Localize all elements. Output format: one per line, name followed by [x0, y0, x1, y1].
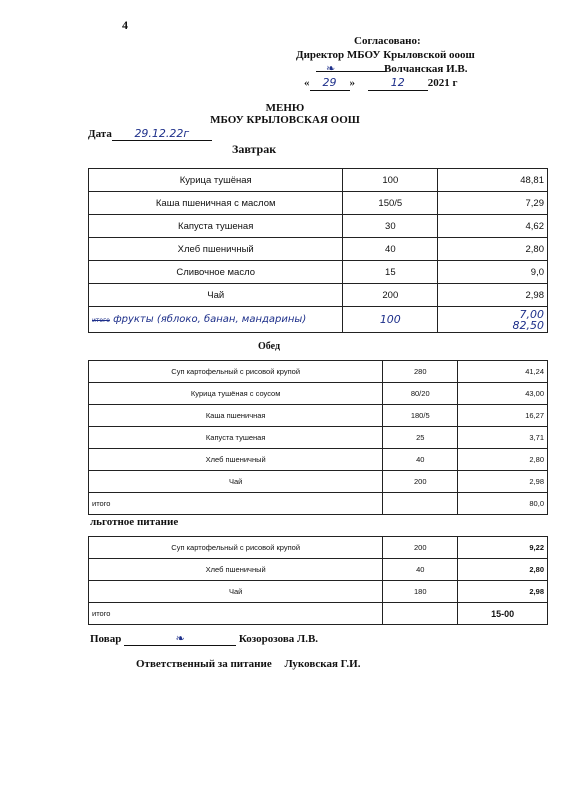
approval-date: « 29 » 12 2021 г: [304, 76, 458, 89]
table-row: Чай 200 2,98: [89, 471, 548, 493]
approval-block: [296, 34, 496, 91]
table-row: Суп картофельный с рисовой крупой 200 9,22: [89, 537, 548, 559]
responsible-label: Ответственный за питание: [136, 658, 272, 670]
signature-scribble-icon: ❧: [124, 632, 236, 646]
cook-signature: [90, 632, 318, 646]
approval-position: Директор МБОУ Крыловской ооош: [296, 49, 475, 61]
cook-label: Повар: [90, 633, 122, 645]
date-field: [88, 127, 212, 141]
table-row: Хлеб пшеничный 40 2,80: [89, 238, 548, 261]
table-row: Чай 180 2,98: [89, 581, 548, 603]
cook-name: Козорозова Л.В.: [238, 633, 319, 645]
approval-signature-line: ❧ Волчанская И.В.: [296, 62, 496, 76]
table-row: Каша пшеничная 180/5 16,27: [89, 405, 548, 427]
approval-director-name: Волчанская И.В.: [383, 63, 468, 75]
table-row: Хлеб пшеничный 40 2,80: [89, 559, 548, 581]
approval-year: 2021 г: [427, 77, 458, 89]
approval-day: 29: [310, 76, 350, 91]
document-title: [190, 102, 380, 126]
title-school: МБОУ КРЫЛОВСКАЯ ООШ: [210, 114, 360, 126]
table-row: Хлеб пшеничный 40 2,80: [89, 449, 548, 471]
preferential-heading: льготное питание: [90, 516, 179, 528]
table-row: Курица тушёная 100 48,81: [89, 169, 548, 192]
approval-month: 12: [368, 76, 428, 91]
page-number: 4: [122, 18, 128, 32]
total-row: итого 15-00: [89, 603, 548, 625]
table-row: Суп картофельный с рисовой крупой 280 41,24: [89, 361, 548, 383]
table-row: Капуста тушеная 30 4,62: [89, 215, 548, 238]
handwritten-row: итого фрукты (яблоко, банан, мандарины) 100 7,00 82,50: [89, 307, 548, 333]
table-row: Курица тушёная с соусом 80/20 43,00: [89, 383, 548, 405]
responsible-name: Луковская Г.И.: [284, 658, 361, 670]
table-row: Чай 200 2,98: [89, 284, 548, 307]
lunch-table: [88, 360, 548, 515]
table-row: Каша пшеничная с маслом 150/5 7,29: [89, 192, 548, 215]
lunch-heading: Обед: [258, 341, 281, 352]
breakfast-heading: Завтрак: [232, 142, 277, 156]
approval-label: Согласовано:: [354, 35, 421, 47]
preferential-table: [88, 536, 548, 625]
title-menu: МЕНЮ: [265, 102, 305, 114]
date-label: Дата: [88, 128, 112, 140]
table-row: Капуста тушеная 25 3,71: [89, 427, 548, 449]
total-row: итого 80,0: [89, 493, 548, 515]
date-value: 29.12.22г: [112, 127, 212, 141]
responsible-signature: [136, 658, 360, 670]
breakfast-table: [88, 168, 548, 333]
table-row: Сливочное масло 15 9,0: [89, 261, 548, 284]
